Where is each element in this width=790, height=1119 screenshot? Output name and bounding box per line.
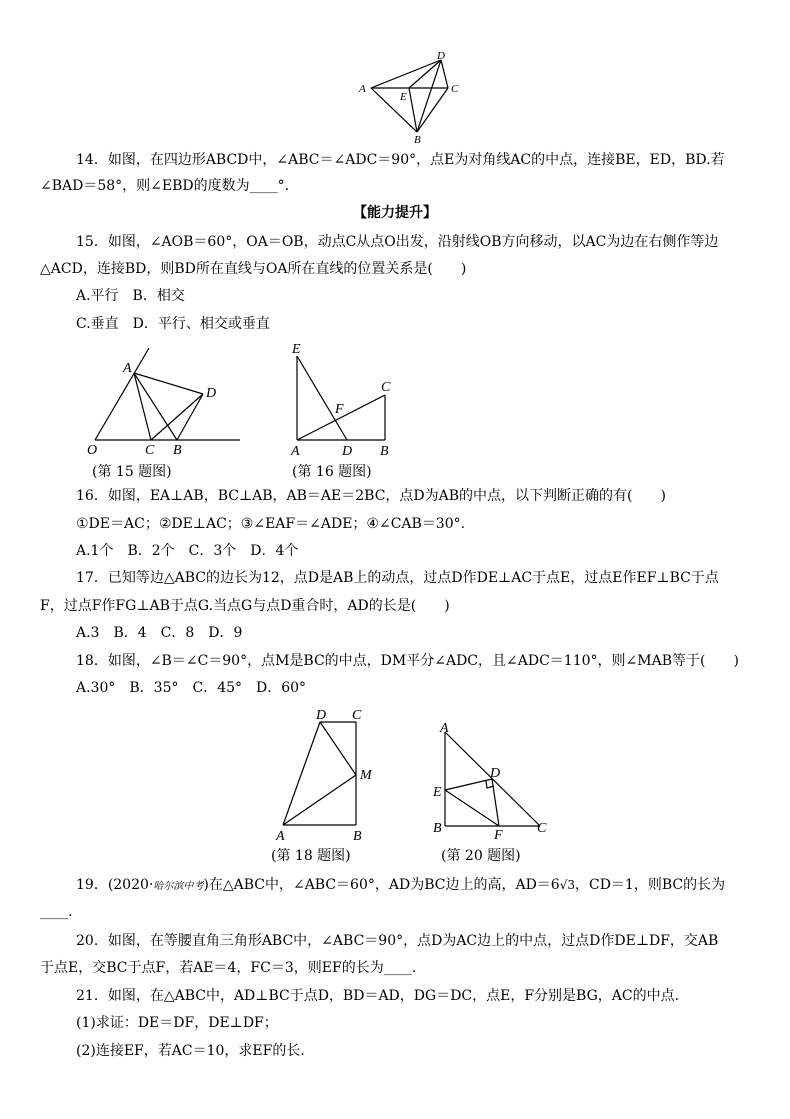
section-title: 【能力提升】 [353, 205, 437, 221]
label-C: C [537, 821, 547, 836]
label-C: C [381, 380, 391, 395]
q15-line2: △ACD，连接BD，则BD所在直线与OA所在直线的位置关系是( ) [40, 261, 467, 277]
label-B: B [353, 829, 362, 843]
label-B: B [414, 134, 421, 143]
figure-q18 [270, 703, 390, 843]
figure-q14 [355, 48, 465, 143]
figure-q15 [85, 340, 245, 458]
q20-line2: 于点E，交BC于点F，若AE＝4，FC＝3，则EF的长为____. [40, 960, 417, 976]
figure-q20 [428, 720, 558, 842]
q15-options-1: A.平行 B．相交 [76, 288, 185, 304]
q19-source: 哈尔滨中考 [153, 881, 204, 892]
label-A: A [440, 721, 449, 736]
label-F: F [335, 402, 344, 417]
q17-line2: F，过点F作FG⊥AB于点G.当点G与点D重合时，AD的长是( ) [40, 598, 450, 614]
label-B: B [173, 443, 182, 458]
q21-part2: (2)连接EF，若AC＝10，求EF的长. [76, 1043, 305, 1059]
label-E: E [400, 91, 407, 103]
caption-fig16: (第 16 题图) [292, 464, 372, 480]
label-D: D [437, 50, 445, 62]
label-A: A [276, 829, 285, 843]
q16-line2: ①DE＝AC；②DE⊥AC；③∠EAF＝∠ADE；④∠CAB＝30°. [76, 516, 466, 532]
label-D: D [342, 444, 353, 458]
figure-q16 [287, 338, 402, 458]
q21-line1: 21．如图，在△ABC中，AD⊥BC于点D，BD＝AD，DG＝DC，点E，F分别是BG，AC的中点. [76, 988, 680, 1004]
label-A: A [291, 444, 300, 458]
q19-prefix: 19．(2020· [76, 877, 154, 893]
label-D: D [206, 386, 217, 401]
label-B: B [380, 444, 389, 458]
label-M: M [360, 768, 372, 783]
label-O: O [87, 443, 98, 458]
q19-sqrt3: √3 [559, 878, 575, 892]
q14-line2: ∠BAD＝58°，则∠EBD的度数为____°. [40, 178, 290, 194]
q14-line1: 14．如图，在四边形ABCD中，∠ABC＝∠ADC＝90°，点E为对角线AC的中点，连接BE，ED，BD.若 [76, 152, 725, 168]
q15-options-2: C.垂直 D．平行、相交或垂直 [76, 316, 270, 332]
label-C: C [451, 83, 459, 95]
label-B: B [433, 821, 442, 836]
q16-options: A.1个 B．2个 C．3个 D．4个 [76, 543, 299, 559]
label-A: A [123, 361, 132, 376]
label-C: C [145, 443, 155, 458]
caption-fig15: (第 15 题图) [92, 464, 172, 480]
label-C: C [352, 708, 362, 723]
q20-line1: 20．如图，在等腰直角三角形ABC中，∠ABC＝90°，点D为AC边上的中点，过点D作DE⊥DF，交AB [76, 933, 719, 949]
q19-line2: ____. [40, 904, 73, 920]
q18-options: A.30° B．35° C．45° D．60° [76, 680, 307, 696]
q15-line1: 15．如图，∠AOB＝60°，OA＝OB，动点C从点O出发，沿射线OB方向移动，以AC为边在右侧作等边 [76, 234, 719, 250]
label-F: F [494, 828, 503, 842]
q21-part1: (1)求证：DE＝DF，DE⊥DF； [76, 1015, 278, 1031]
caption-fig18: (第 18 题图) [271, 848, 351, 864]
q16-line1: 16．如图，EA⊥AB，BC⊥AB，AB＝AE＝2BC，点D为AB的中点，以下判断正确的有( ) [76, 488, 666, 504]
label-A: A [359, 83, 366, 95]
caption-fig20: (第 20 题图) [441, 848, 521, 864]
label-D: D [490, 766, 501, 781]
label-E: E [292, 342, 301, 357]
label-D: D [316, 708, 327, 723]
q19-line1 [76, 875, 725, 897]
q17-options: A.3 B．4 C．8 D．9 [76, 625, 243, 641]
q18-line1: 18．如图，∠B＝∠C＝90°，点M是BC的中点，DM平分∠ADC，且∠ADC＝110°，则∠MAB等于( ) [76, 653, 739, 669]
label-E: E [433, 785, 442, 800]
q19-mid: )在△ABC中，∠ABC＝60°，AD为BC边上的高，AD＝6 [203, 877, 560, 893]
q19-suffix: ，CD＝1，则BC的长为 [575, 877, 726, 893]
q17-line1: 17．已知等边△ABC的边长为12，点D是AB上的动点，过点D作DE⊥AC于点E，过点E作EF⊥BC于点 [76, 570, 719, 586]
